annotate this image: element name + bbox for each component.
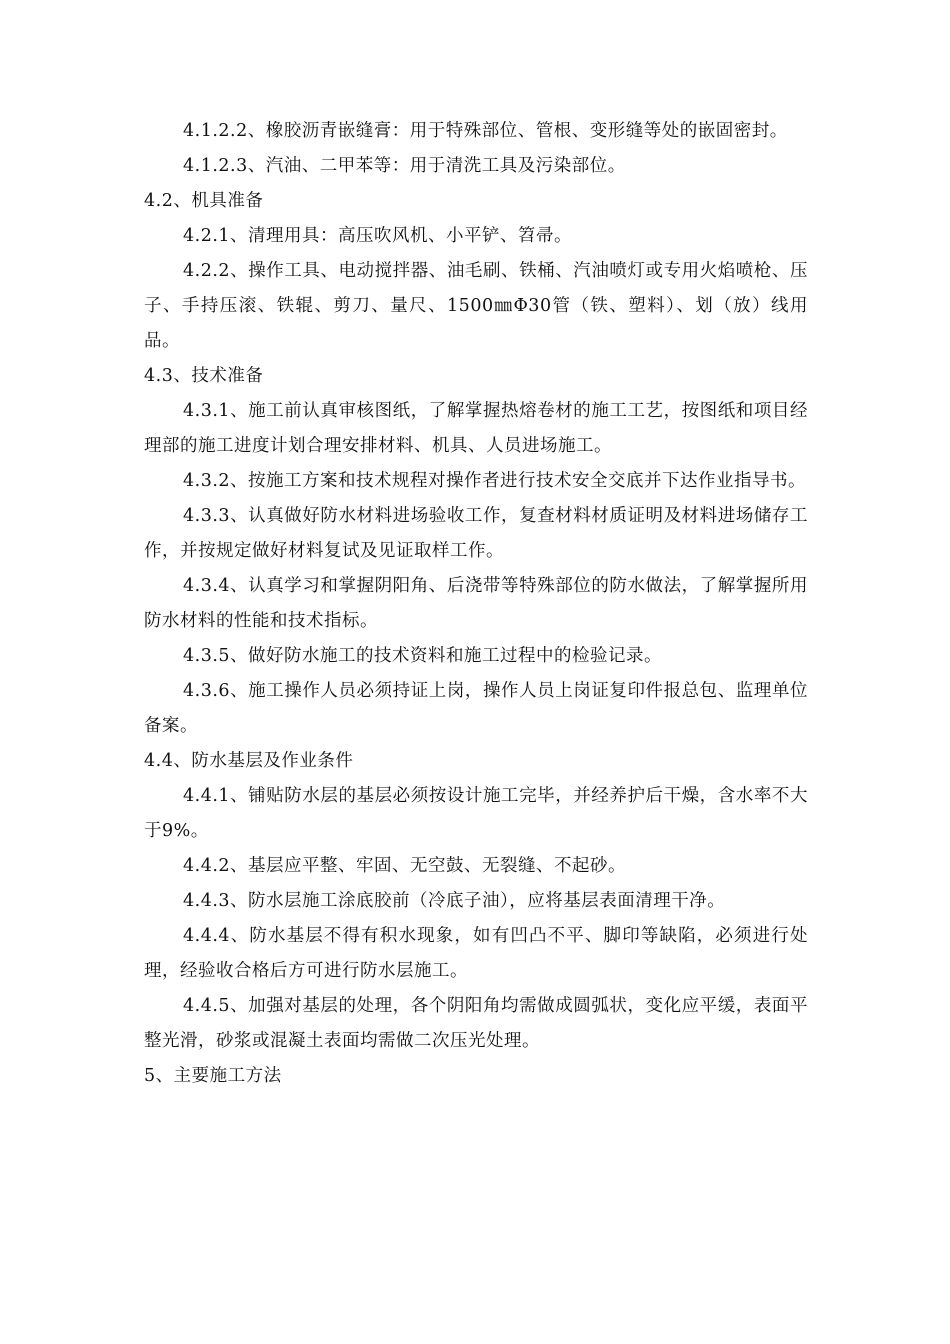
paragraph-4-4-3: 4.4.3、防水层施工涂底胶前（冷底子油），应将基层表面清理干净。 bbox=[183, 891, 726, 911]
paragraph-4-3-6: 4.3.6、施工操作人员必须持证上岗，操作人员上岗证复印件报总包、监理单位备案。 bbox=[144, 681, 808, 736]
paragraph-4-3-2: 4.3.2、按施工方案和技术规程对操作者进行技术安全交底并下达作业指导书。 bbox=[183, 471, 807, 491]
paragraph-4-3-3: 4.3.3、认真做好防水材料进场验收工作，复查材料材质证明及材料进场储存工作，并按规定做好材料复试及见证取样工作。 bbox=[144, 506, 808, 561]
paragraph-4-3-4: 4.3.4、认真学习和掌握阴阳角、后浇带等特殊部位的防水做法，了解掌握所用防水材料的性能和技术指标。 bbox=[144, 576, 808, 631]
document-body bbox=[144, 114, 808, 1094]
section-heading-4-3: 4.3、技术准备 bbox=[144, 366, 264, 386]
paragraph-4-3-5: 4.3.5、做好防水施工的技术资料和施工过程中的检验记录。 bbox=[183, 646, 663, 666]
section-heading-4-2: 4.2、机具准备 bbox=[144, 191, 264, 211]
paragraph-4-4-1: 4.4.1、铺贴防水层的基层必须按设计施工完毕，并经养护后干燥，含水率不大于9%。 bbox=[144, 786, 808, 841]
paragraph-4-2-2: 4.2.2、操作工具、电动搅拌器、油毛刷、铁桶、汽油喷灯或专用火焰喷枪、压子、手持压滚、铁辊、剪刀、量尺、1500㎜Φ30管（铁、塑料）、划（放）线用品。 bbox=[144, 261, 808, 351]
paragraph-4-4-2: 4.4.2、基层应平整、牢固、无空鼓、无裂缝、不起砂。 bbox=[183, 856, 627, 876]
paragraph-4-3-1: 4.3.1、施工前认真审核图纸，了解掌握热熔卷材的施工工艺，按图纸和项目经理部的施工进度计划合理安排材料、机具、人员进场施工。 bbox=[144, 401, 808, 456]
paragraph-4-4-5: 4.4.5、加强对基层的处理，各个阴阳角均需做成圆弧状，变化应平缓，表面平整光滑，砂浆或混凝土表面均需做二次压光处理。 bbox=[144, 996, 808, 1051]
paragraph-4-4-4: 4.4.4、防水基层不得有积水现象，如有凹凸不平、脚印等缺陷，必须进行处理，经验收合格后方可进行防水层施工。 bbox=[144, 926, 808, 981]
paragraph-4-1-2-3: 4.1.2.3、汽油、二甲苯等：用于清洗工具及污染部位。 bbox=[183, 156, 626, 176]
section-heading-5: 5、主要施工方法 bbox=[144, 1066, 282, 1086]
paragraph-4-2-1: 4.2.1、清理用具：高压吹风机、小平铲、笤帚。 bbox=[183, 226, 573, 246]
paragraph-4-1-2-2: 4.1.2.2、橡胶沥青嵌缝膏：用于特殊部位、管根、变形缝等处的嵌固密封。 bbox=[183, 121, 788, 141]
section-heading-4-4: 4.4、防水基层及作业条件 bbox=[144, 751, 354, 771]
